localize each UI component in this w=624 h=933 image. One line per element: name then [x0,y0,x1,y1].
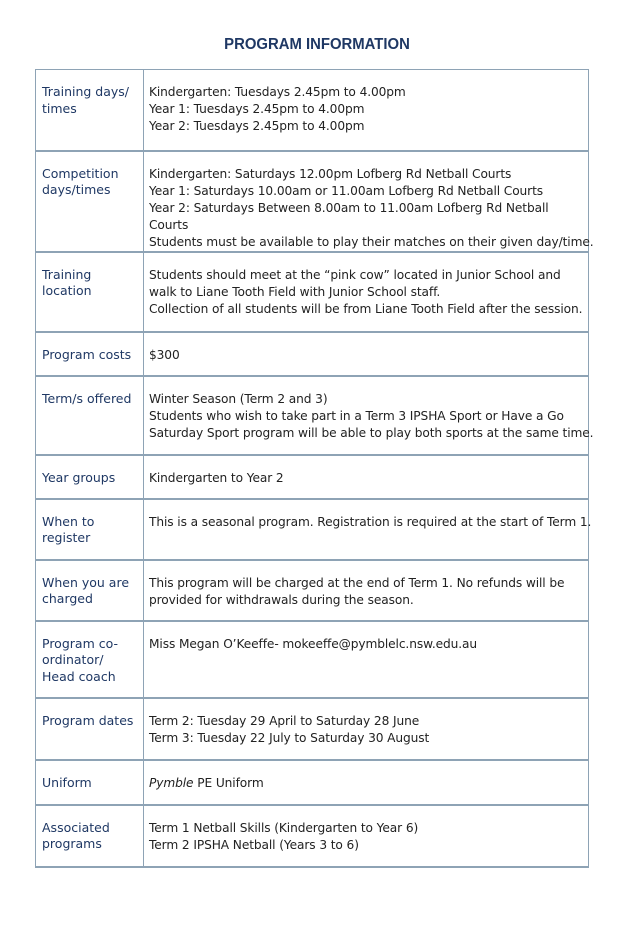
program-info-table [35,69,594,868]
row-content [144,151,594,252]
content-line: Term 2 IPSHA Netball (Years 3 to 6) [149,837,359,852]
content-line: Kindergarten to Year 2 [149,470,284,485]
row-content [144,332,589,376]
row-label: Training days/ times [36,70,144,151]
content-line: Term 3: Tuesday 22 July to Saturday 30 August [149,730,430,745]
content-line: Year 1: Saturdays 10.00am or 11.00am Lofberg Rd Netball Courts [149,183,544,198]
row-label: Training location [36,252,144,332]
row-label: Year groups [36,455,144,499]
row-label: When to register [36,499,144,560]
table-row [36,70,589,151]
row-label: Program dates [36,698,144,760]
row-label: Associated programs [36,805,144,867]
row-content [144,560,589,621]
content-line: Year 1: Tuesdays 2.45pm to 4.00pm [149,102,365,116]
row-content [144,252,589,332]
table-row [36,151,589,252]
content-line [149,775,588,792]
content-line: Winter Season (Term 2 and 3) [149,391,328,406]
content-line: Courts [149,217,189,232]
row-content [144,455,589,499]
content-line: walk to Liane Tooth Field with Junior School staff. [149,284,441,299]
row-content [144,621,589,698]
content-line: This program will be charged at the end of Term 1. No refunds will be [149,575,565,590]
page-title: PROGRAM INFORMATION [224,36,410,53]
content-line: Collection of all students will be from Liane Tooth Field after the session. [149,301,583,316]
table-row [36,376,589,455]
row-label: Program co-ordinator/ Head coach [36,621,144,698]
content-line: provided for withdrawals during the season. [149,592,414,607]
row-label: When you are charged [36,560,144,621]
row-content [144,499,592,560]
content-line: Kindergarten: Tuesdays 2.45pm to 4.00pm [149,85,406,99]
content-line: Students must be available to play their matches on their given day/time. [149,234,594,249]
table-row [36,560,589,621]
row-content [144,376,594,455]
table-row [36,698,589,760]
content-line: Kindergarten: Saturdays 12.00pm Lofberg Rd Netball Courts [149,166,512,181]
table-row [36,252,589,332]
uniform-italic: Pymble [149,775,194,790]
content-line: Year 2: Tuesdays 2.45pm to 4.00pm [149,119,365,133]
row-label: Uniform [36,760,144,805]
content-line: Miss Megan O’Keeffe- mokeeffe@pymblelc.nsw.edu.au [149,636,478,651]
row-label: Competition days/times [36,151,144,252]
content-line: Term 2: Tuesday 29 April to Saturday 28 June [149,713,420,728]
content-line: Students should meet at the “pink cow” located in Junior School and [149,267,561,282]
content-line: $300 [149,347,180,362]
row-label: Program costs [36,332,144,376]
table-row [36,760,589,805]
content-line: Year 2: Saturdays Between 8.00am to 11.00am Lofberg Rd Netball [149,200,549,215]
row-content [144,698,589,760]
content-line: Term 1 Netball Skills (Kindergarten to Year 6) [149,820,419,835]
table-row [36,805,589,867]
table-row [36,621,589,698]
table-row [36,455,589,499]
row-content [144,805,589,867]
uniform-rest: PE Uniform [193,775,264,790]
content-line: Students who wish to take part in a Term 3 IPSHA Sport or Have a Go [149,408,564,423]
row-label: Term/s offered [36,376,144,455]
content-line: This is a seasonal program. Registration is required at the start of Term 1. [149,514,592,529]
row-content [144,70,589,151]
table-row [36,499,589,560]
table-row [36,332,589,376]
row-content [144,760,589,805]
content-line: Saturday Sport program will be able to play both sports at the same time. [149,425,594,440]
